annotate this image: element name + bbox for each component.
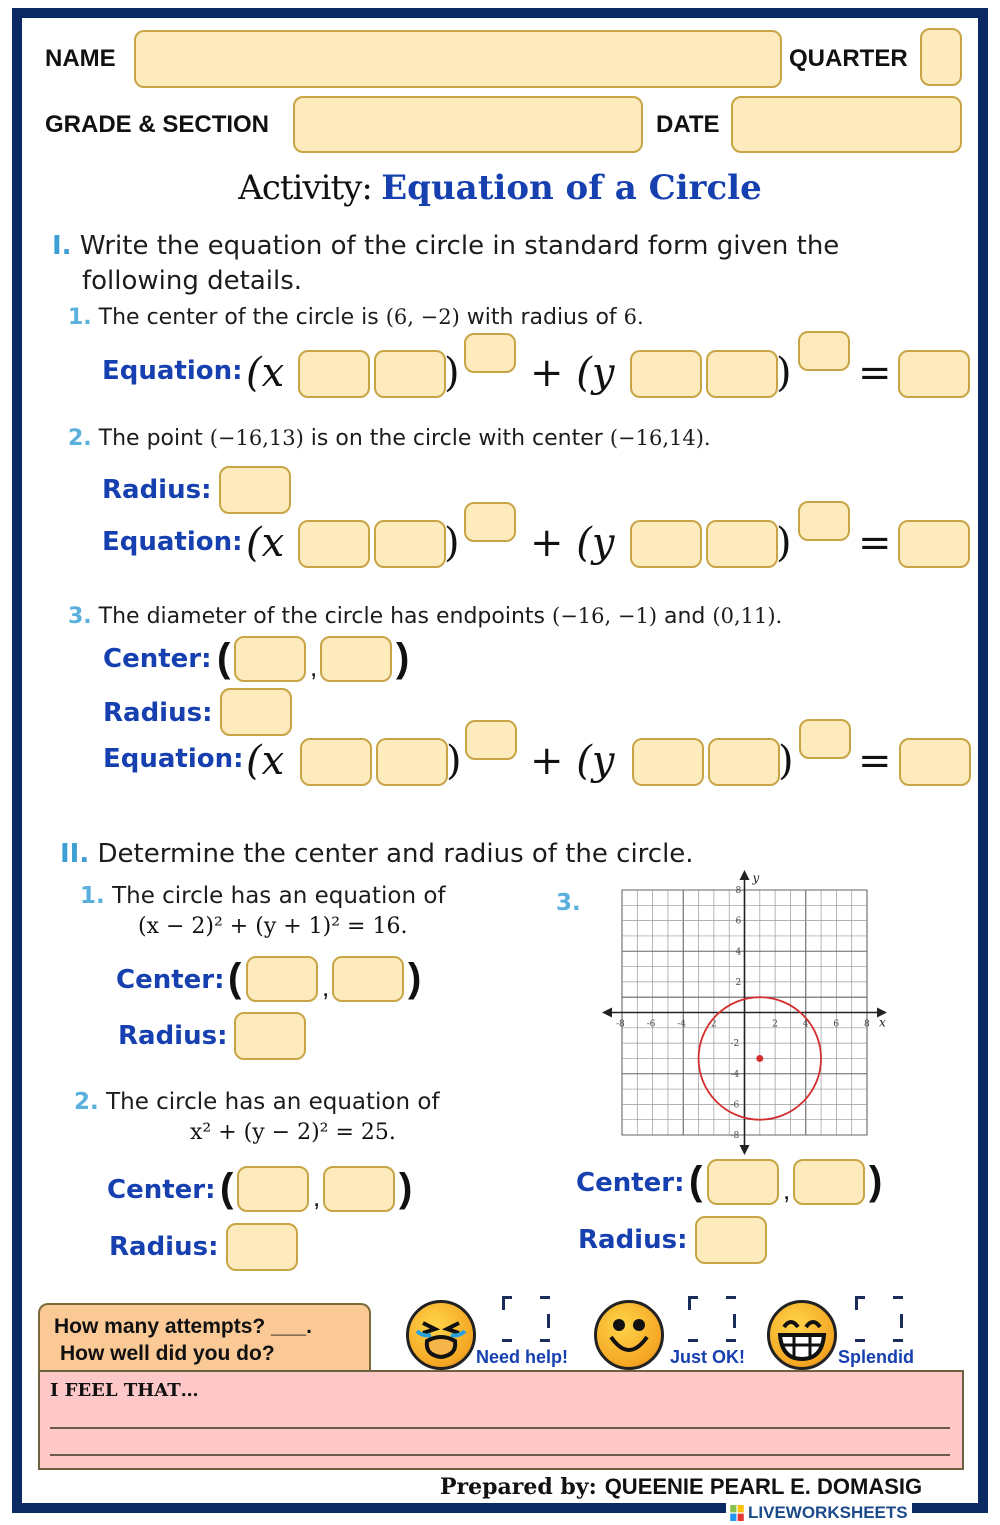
date-input[interactable] [731, 96, 962, 153]
eq-close-paren: ) [444, 520, 460, 566]
radius-label: Radius: [578, 1225, 688, 1255]
eq1-y-value-input[interactable] [706, 350, 778, 398]
watermark: LIVEWORKSHEETS [748, 1503, 908, 1522]
quarter-input[interactable] [920, 28, 962, 86]
close-paren: ) [869, 1159, 883, 1203]
eq2-y-value-input[interactable] [706, 520, 778, 568]
y-tick-label: 6 [735, 916, 742, 927]
y-tick-label: -8 [730, 1131, 740, 1141]
p2-item3-radius-input[interactable] [695, 1216, 767, 1264]
x-tick-label: -8 [616, 1019, 625, 1030]
eq-close-paren: ) [776, 520, 792, 566]
eq1-x-exponent-input[interactable] [464, 333, 516, 373]
part1-item1-text [68, 305, 644, 330]
close-paren: ) [408, 956, 422, 1000]
eq-close-paren: ) [444, 350, 460, 396]
title-main: Equation of a Circle [381, 168, 762, 208]
y-tick-label: 4 [735, 947, 742, 958]
feel-label: I FEEL THAT… [50, 1380, 199, 1401]
item-math: (−16,13) [209, 426, 304, 450]
reflection-line[interactable] [50, 1427, 950, 1429]
part1-item3-text [68, 604, 782, 629]
open-paren: ( [228, 956, 242, 1000]
y-axis-arrow-down [740, 1145, 750, 1155]
reflection-box [38, 1370, 964, 1470]
p2-item3-center-x-input[interactable] [707, 1159, 779, 1205]
eq-equals: = [858, 738, 892, 784]
p2-item2-center-y-input[interactable] [323, 1166, 395, 1212]
comma: , [313, 1182, 321, 1212]
x-tick-label: 8 [864, 1019, 870, 1030]
part2-item3-number [556, 890, 581, 916]
just-ok-label: Just OK! [670, 1347, 746, 1367]
eq-open-x: (x [246, 520, 285, 566]
eq1-x-value-input[interactable] [374, 350, 446, 398]
eq3-x-exponent-input[interactable] [465, 720, 517, 760]
item-number: 1. [68, 305, 92, 330]
y-axis-arrow-up [740, 870, 750, 880]
p2-item2-center-x-input[interactable] [237, 1166, 309, 1212]
item3-radius-input[interactable] [220, 688, 292, 736]
item-math: 6. [623, 305, 644, 329]
attempts-box [38, 1303, 371, 1373]
close-paren: ) [399, 1166, 413, 1210]
part1-instruction [52, 228, 839, 264]
eq-open-x: (x [246, 350, 285, 396]
eq-close-paren: ) [778, 738, 794, 784]
item-text: The circle has an equation of [112, 883, 446, 909]
eq3-x-value-input[interactable] [376, 738, 448, 786]
eq1-y-exponent-input[interactable] [798, 331, 850, 371]
eq3-y-exponent-input[interactable] [799, 719, 851, 759]
y-axis-label: y [752, 871, 760, 885]
p2-item3-center-y-input[interactable] [793, 1159, 865, 1205]
p2-item2-radius-input[interactable] [226, 1223, 298, 1271]
item-text: with radius of [459, 305, 624, 330]
open-paren: ( [217, 636, 231, 680]
eq-plus-open-y: + (y [530, 350, 615, 396]
part1-instruction-line2: following details. [82, 266, 303, 296]
y-tick-label: -2 [730, 1039, 740, 1050]
item-number: 1. [80, 883, 105, 909]
page-title [0, 168, 1000, 208]
radius-label: Radius: [103, 698, 213, 728]
center-point [756, 1055, 763, 1062]
need-help-face-icon [406, 1300, 476, 1370]
quarter-label: QUARTER [789, 45, 908, 72]
comma: , [783, 1175, 791, 1205]
eq1-rhs-input[interactable] [898, 350, 970, 398]
part1-item2-text [68, 426, 711, 451]
prepared-by-name: QUEENIE PEARL E. DOMASIG [604, 1474, 923, 1499]
eq-plus-open-y: + (y [530, 738, 615, 784]
item-math: (−16, −1) [552, 604, 658, 628]
item-math: (6, −2) [385, 305, 460, 329]
reflection-line[interactable] [50, 1454, 950, 1456]
name-label: NAME [45, 45, 116, 72]
equation-label: Equation: [102, 356, 243, 386]
y-tick-label: -6 [730, 1100, 740, 1111]
y-tick-label: -4 [730, 1069, 740, 1080]
splendid-face-icon [767, 1300, 837, 1370]
p2-item1-center-x-input[interactable] [246, 956, 318, 1002]
eq2-y-exponent-input[interactable] [798, 501, 850, 541]
item-math: (−16,14). [609, 426, 711, 450]
part2-numeral: II. [60, 839, 90, 869]
y-tick-label: 8 [735, 886, 742, 896]
comma: , [310, 652, 318, 682]
title-prefix: Activity: [238, 168, 372, 208]
eq2-y-sign-input[interactable] [630, 520, 702, 568]
eq3-y-sign-input[interactable] [632, 738, 704, 786]
splendid-label: Splendid [838, 1347, 914, 1367]
center-label: Center: [116, 965, 225, 995]
eq2-rhs-input[interactable] [898, 520, 970, 568]
center-label: Center: [103, 644, 212, 674]
item-math: (0,11). [712, 604, 783, 628]
center-label: Center: [107, 1175, 216, 1205]
item-text: The circle has an equation of [106, 1089, 440, 1115]
circle-graph [600, 870, 890, 1155]
part2-item1-text [80, 883, 446, 909]
how-well-text: How well did you do? [60, 1342, 275, 1365]
item-text: The diameter of the circle has endpoints [98, 604, 552, 629]
item-number: 3. [68, 604, 92, 629]
x-tick-label: 2 [772, 1019, 778, 1030]
eq2-x-sign-input[interactable] [298, 520, 370, 568]
eq-close-paren: ) [776, 350, 792, 396]
equation-label: Equation: [103, 744, 244, 774]
eq-equals: = [858, 520, 892, 566]
eq2-x-exponent-input[interactable] [464, 502, 516, 542]
item2-radius-input[interactable] [219, 466, 291, 514]
item-text: is on the circle with center [303, 426, 610, 451]
p2-item1-center-y-input[interactable] [332, 956, 404, 1002]
open-paren: ( [220, 1166, 234, 1210]
just-ok-face-icon [594, 1300, 664, 1370]
eq-equals: = [858, 350, 892, 396]
y-tick-label: 2 [735, 977, 742, 988]
open-paren: ( [689, 1159, 703, 1203]
part2-instruction-text: Determine the center and radius of the circle. [97, 839, 694, 869]
prepared-by [440, 1474, 922, 1500]
x-axis-label: x [879, 1015, 886, 1030]
p2-item1-radius-input[interactable] [234, 1012, 306, 1060]
part1-instruction-line1: Write the equation of the circle in standard form given the [79, 231, 840, 261]
item-number: 3. [556, 890, 581, 916]
date-label: DATE [656, 111, 720, 138]
eq1-y-sign-input[interactable] [630, 350, 702, 398]
watermark-group [726, 1503, 912, 1523]
eq-open-x: (x [246, 738, 285, 784]
x-tick-label: -2 [707, 1019, 717, 1030]
radius-label: Radius: [109, 1232, 219, 1262]
comma: , [322, 972, 330, 1002]
part2-item1-equation: (x − 2)² + (y + 1)² = 16. [138, 914, 408, 939]
eq3-rhs-input[interactable] [899, 738, 971, 786]
x-tick-label: -6 [646, 1019, 656, 1030]
x-tick-label: -4 [677, 1019, 687, 1030]
x-tick-label: 4 [802, 1019, 809, 1030]
grade-section-label: GRADE & SECTION [45, 111, 270, 138]
close-paren: ) [396, 636, 410, 680]
radius-label: Radius: [102, 475, 212, 505]
eq2-x-value-input[interactable] [374, 520, 446, 568]
eq-close-paren: ) [446, 738, 462, 784]
item-text: and [657, 604, 713, 629]
just-ok-checkbox[interactable] [688, 1296, 736, 1342]
liveworksheets-logo-icon [730, 1505, 744, 1521]
part2-item2-equation: x² + (y − 2)² = 25. [190, 1120, 396, 1145]
splendid-checkbox[interactable] [855, 1296, 903, 1342]
eq3-x-sign-input[interactable] [300, 738, 372, 786]
item-text: The center of the circle is [98, 305, 386, 330]
prepared-by-label: Prepared by: [440, 1474, 597, 1500]
x-tick-label: 6 [833, 1019, 840, 1030]
center-label: Center: [576, 1168, 685, 1198]
radius-label: Radius: [118, 1021, 228, 1051]
part1-numeral: I. [52, 231, 72, 261]
name-input[interactable] [134, 30, 782, 88]
grade-section-input[interactable] [293, 96, 643, 153]
item-text: The point [98, 426, 210, 451]
need-help-checkbox[interactable] [502, 1296, 550, 1342]
part2-instruction [60, 836, 694, 872]
eq3-y-value-input[interactable] [708, 738, 780, 786]
eq-plus-open-y: + (y [530, 520, 615, 566]
need-help-label: Need help! [476, 1347, 569, 1367]
item3-center-x-input[interactable] [234, 636, 306, 682]
item-number: 2. [74, 1089, 99, 1115]
part2-item2-text [74, 1089, 440, 1115]
equation-label: Equation: [102, 527, 243, 557]
eq1-x-sign-input[interactable] [298, 350, 370, 398]
item3-center-y-input[interactable] [320, 636, 392, 682]
attempts-text: How many attempts? ___. [54, 1315, 312, 1338]
x-axis-arrow-left [602, 1008, 612, 1018]
item-number: 2. [68, 426, 92, 451]
